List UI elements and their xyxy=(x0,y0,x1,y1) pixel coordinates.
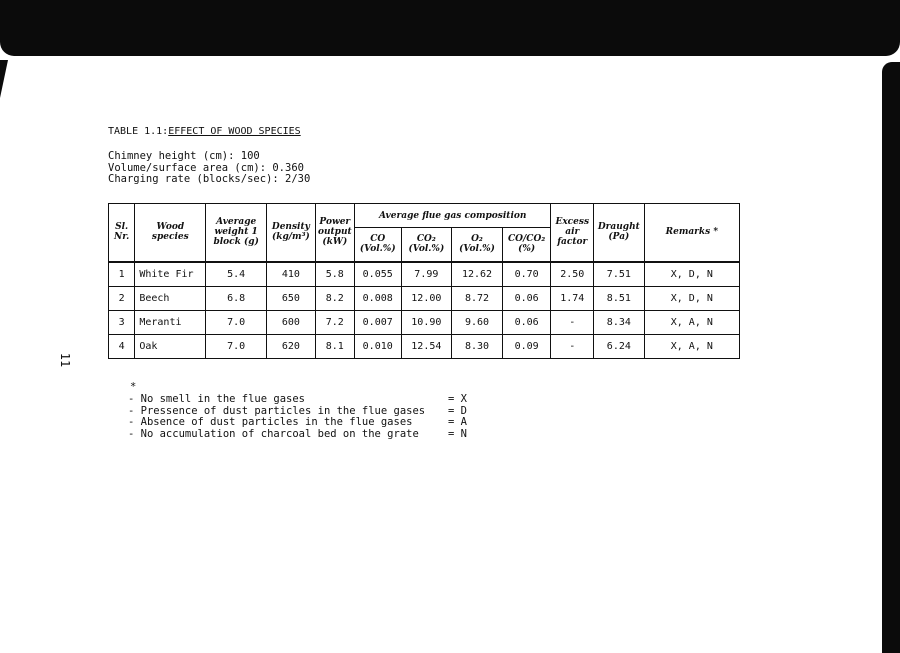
cell-excess-air: - xyxy=(551,334,594,358)
cell-co-co2: 0.06 xyxy=(502,310,551,334)
legend-asterisk: * xyxy=(130,381,137,393)
cell-sl: 4 xyxy=(109,334,135,358)
cell-co-co2: 0.70 xyxy=(502,262,551,287)
cell-sl: 2 xyxy=(109,286,135,310)
table-row xyxy=(109,286,740,310)
header-sl-nr: Sl. Nr. xyxy=(109,204,135,262)
legend-item xyxy=(128,394,467,406)
table-row xyxy=(109,262,740,287)
cell-co: 0.007 xyxy=(354,310,401,334)
cell-excess-air: - xyxy=(551,310,594,334)
cell-co: 0.055 xyxy=(354,262,401,287)
cell-co: 0.010 xyxy=(354,334,401,358)
cell-sl: 3 xyxy=(109,310,135,334)
cell-draught: 8.34 xyxy=(594,310,645,334)
cell-co: 0.008 xyxy=(354,286,401,310)
cell-species: Meranti xyxy=(135,310,206,334)
cell-draught: 6.24 xyxy=(594,334,645,358)
header-density: Density (kg/m³) xyxy=(267,204,316,262)
cell-species: Oak xyxy=(135,334,206,358)
header-average-weight: Average weight 1 block (g) xyxy=(206,204,267,262)
legend-code: = X xyxy=(448,392,467,405)
table-row xyxy=(109,310,740,334)
cell-co2: 12.00 xyxy=(401,286,452,310)
table-row xyxy=(109,334,740,358)
cell-density: 600 xyxy=(267,310,316,334)
cell-co-co2: 0.06 xyxy=(502,286,551,310)
cell-co2: 10.90 xyxy=(401,310,452,334)
cell-o2: 12.62 xyxy=(452,262,503,287)
header-o2: O₂ (Vol.%) xyxy=(452,228,503,262)
cell-density: 410 xyxy=(267,262,316,287)
cell-weight: 7.0 xyxy=(206,334,267,358)
cell-o2: 9.60 xyxy=(452,310,503,334)
param-volume-surface: Volume/surface area (cm): 0.360 xyxy=(108,161,304,174)
param-chimney-height: Chimney height (cm): 100 xyxy=(108,150,260,162)
cell-draught: 8.51 xyxy=(594,286,645,310)
cell-remarks: X, D, N xyxy=(644,286,739,310)
cell-o2: 8.72 xyxy=(452,286,503,310)
header-flue-gas-group: Average flue gas composition xyxy=(354,204,551,228)
cell-density: 620 xyxy=(267,334,316,358)
cell-excess-air: 2.50 xyxy=(551,262,594,287)
table-title xyxy=(108,126,301,137)
cell-species: Beech xyxy=(135,286,206,310)
header-excess-air: Excess air factor xyxy=(551,204,594,262)
legend-code: = N xyxy=(448,428,467,441)
header-draught: Draught (Pa) xyxy=(594,204,645,262)
cell-weight: 7.0 xyxy=(206,310,267,334)
cell-power: 8.2 xyxy=(315,286,354,310)
cell-sl: 1 xyxy=(109,262,135,287)
legend-code: = D xyxy=(448,404,467,417)
cell-weight: 6.8 xyxy=(206,286,267,310)
cell-weight: 5.4 xyxy=(206,262,267,287)
legend-item xyxy=(128,429,467,441)
legend-text: - Pressence of dust particles in the flue gases xyxy=(128,404,426,417)
legend-text: - No accumulation of charcoal bed on the grate xyxy=(128,428,419,441)
cell-co2: 12.54 xyxy=(401,334,452,358)
cell-co2: 7.99 xyxy=(401,262,452,287)
cell-draught: 7.51 xyxy=(594,262,645,287)
header-co2: CO₂ (Vol.%) xyxy=(401,228,452,262)
header-co: CO (Vol.%) xyxy=(354,228,401,262)
table-title-prefix: TABLE 1.1: xyxy=(108,126,169,137)
cell-remarks: X, D, N xyxy=(644,262,739,287)
table-title-main: EFFECT OF WOOD SPECIES xyxy=(168,126,301,137)
remarks-legend xyxy=(128,382,467,441)
header-co-co2: CO/CO₂ (%) xyxy=(502,228,551,262)
test-parameters xyxy=(108,151,310,186)
cell-o2: 8.30 xyxy=(452,334,503,358)
legend-text: - No smell in the flue gases xyxy=(128,392,306,405)
legend-text: - Absence of dust particles in the flue gases xyxy=(128,416,413,429)
cell-species: White Fir xyxy=(135,262,206,287)
param-charging-rate: Charging rate (blocks/sec): 2/30 xyxy=(108,173,311,185)
cell-power: 8.1 xyxy=(315,334,354,358)
wood-species-table xyxy=(108,203,740,359)
cell-density: 650 xyxy=(267,286,316,310)
cell-remarks: X, A, N xyxy=(644,310,739,334)
cell-excess-air: 1.74 xyxy=(551,286,594,310)
header-wood-species: Wood species xyxy=(135,204,206,262)
page-number: 11 xyxy=(58,352,73,368)
cell-co-co2: 0.09 xyxy=(502,334,551,358)
legend-code: = A xyxy=(448,416,467,429)
cell-power: 5.8 xyxy=(315,262,354,287)
header-remarks: Remarks * xyxy=(644,204,739,262)
cell-power: 7.2 xyxy=(315,310,354,334)
cell-remarks: X, A, N xyxy=(644,334,739,358)
header-power-output: Power output (kW) xyxy=(315,204,354,262)
